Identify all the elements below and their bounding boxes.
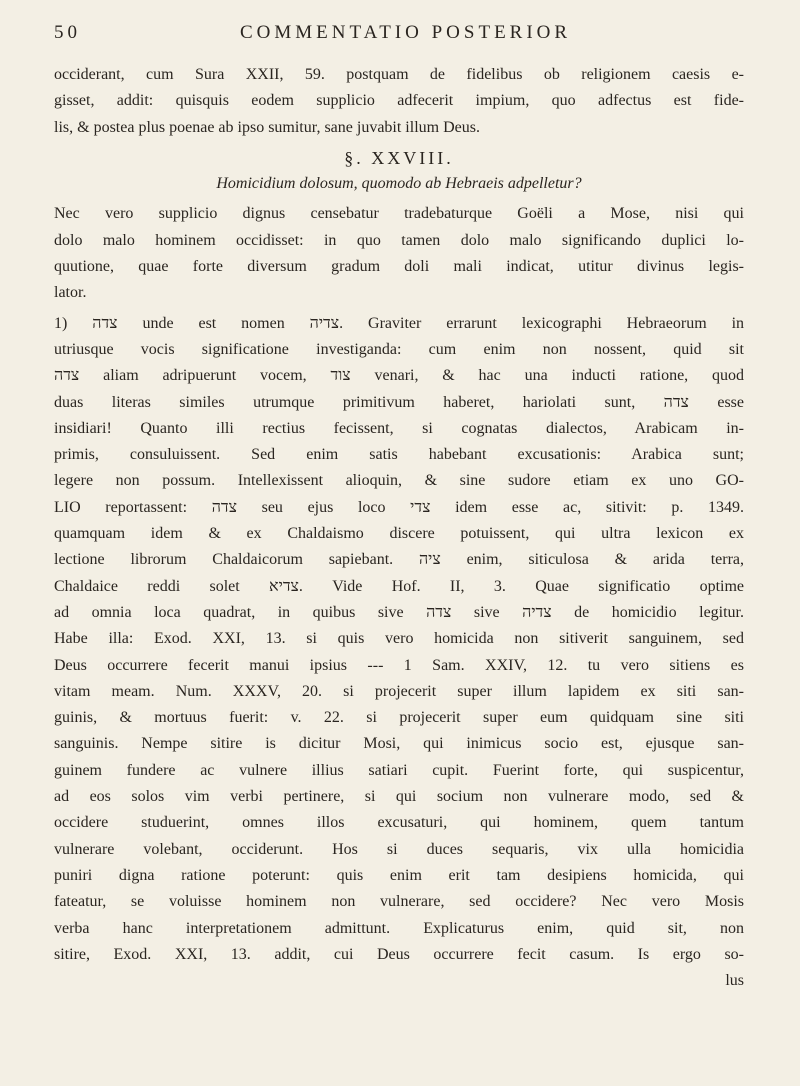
text-line: verba hanc interpretationem admittunt. Explicaturus enim, quid sit, non — [54, 919, 744, 937]
text-line: occiderant, cum Sura XXII, 59. postquam de fidelibus ob religionem caesis e- — [54, 66, 744, 83]
text-line: 1) צדה unde est nomen צדיה. Graviter errarunt lexicographi Hebraeorum in — [54, 314, 745, 332]
text-line: insidiari! Quanto illi rectius fecissent, si cognatas dialectos, Arabicam in- — [54, 419, 744, 437]
text-line: Chaldaice reddi solet צדיא. Vide Hof. II, 3. Quae significatio optime — [54, 577, 745, 595]
text-line: gisset, addit: quisquis eodem supplicio adfecerit impium, quo adfectus est fide- — [54, 92, 744, 110]
text-line: dolo malo hominem occidisset: in quo tamen dolo malo significando duplici lo- — [54, 231, 744, 249]
text-line: puniri digna ratione poterunt: quis enim erit tam desipiens homicida, qui — [54, 866, 744, 884]
text-line: primis, consuluissent. Sed enim satis habebant excusationis: Arabica sunt; — [54, 446, 744, 464]
catchword: lus — [725, 972, 744, 990]
text-line: lis, & postea plus poenae ab ipso sumitur, sane juvabit illum Deus. — [54, 118, 480, 136]
text-line: vulnerare volebant, occiderunt. Hos si duces sequaris, vix ulla homicidia — [54, 840, 744, 858]
text-line: ad omnia loca quadrat, in quibus sive צדה sive צדיה de homicidio legitur. — [54, 603, 745, 621]
text-line: guinis, & mortuus fuerit: v. 22. si projecerit super eum quidquam sine siti — [54, 709, 744, 727]
text-line: sanguinis. Nempe sitire is dicitur Mosi, qui inimicus socio est, ejusque san- — [54, 735, 744, 753]
text-line: fateatur, se voluisse hominem non vulnerare, sed occidere? Nec vero Mosis — [54, 893, 744, 911]
text-line: Nec vero supplicio dignus censebatur tradebaturque Goëli a Mose, nisi qui — [54, 205, 744, 223]
text-line: sitire, Exod. XXI, 13. addit, cui Deus occurrere fecit casum. Is ergo so- — [54, 945, 744, 963]
page-number: 50 — [54, 22, 81, 43]
section-subtitle: Homicidium dolosum, quomodo ab Hebraeis adpelletur? — [216, 175, 582, 193]
text-line: lator. — [54, 284, 87, 302]
text-line: quamquam idem & ex Chaldaismo discere potuissent, qui ultra lexicon ex — [54, 525, 744, 543]
text-line: utriusque vocis significatione investiganda: cum enim non nossent, quid sit — [54, 340, 744, 358]
text-line: duas literas similes utrumque primitivum haberet, hariolati sunt, צדה esse — [54, 393, 745, 411]
text-line: Habe illa: Exod. XXI, 13. si quis vero homicida non sitiverit sanguinem, sed — [54, 630, 744, 648]
text-line: occidere studuerint, omnes illos excusaturi, qui hominem, quem tantum — [54, 814, 744, 832]
text-line: quutione, quae forte diversum gradum doli mali indicat, utitur divinus legis- — [54, 258, 744, 276]
text-line: lectione librorum Chaldaicorum sapiebant. ציה enim, siticulosa & arida terra, — [54, 551, 744, 569]
text-line: legere non possum. Intellexissent alioquin, & sine sudore etiam ex uno GO- — [54, 472, 744, 490]
text-line: צדה aliam adripuerunt vocem, צוד venari, & hac una inducti ratione, quod — [54, 367, 744, 385]
page-body — [54, 62, 744, 994]
text-line: guinem fundere ac vulnere illius satiari cupit. Fuerint forte, qui suspicentur, — [54, 761, 744, 779]
text-line: ad eos solos vim verbi pertinere, si qui socium non vulnerare modo, sed & — [54, 788, 744, 806]
text-line: LIO reportassent: צדה seu ejus loco צדי idem esse ac, sitivit: p. 1349. — [54, 498, 745, 516]
section-heading: §. XXVIII. — [344, 147, 454, 168]
text-line: vitam meam. Num. XXXV, 20. si projecerit super illum lapidem ex siti san- — [54, 682, 744, 700]
text-line: Deus occurrere fecerit manui ipsius --- 1 Sam. XXIV, 12. tu vero sitiens es — [54, 656, 744, 674]
running-title: COMMENTATIO POSTERIOR — [240, 22, 572, 43]
